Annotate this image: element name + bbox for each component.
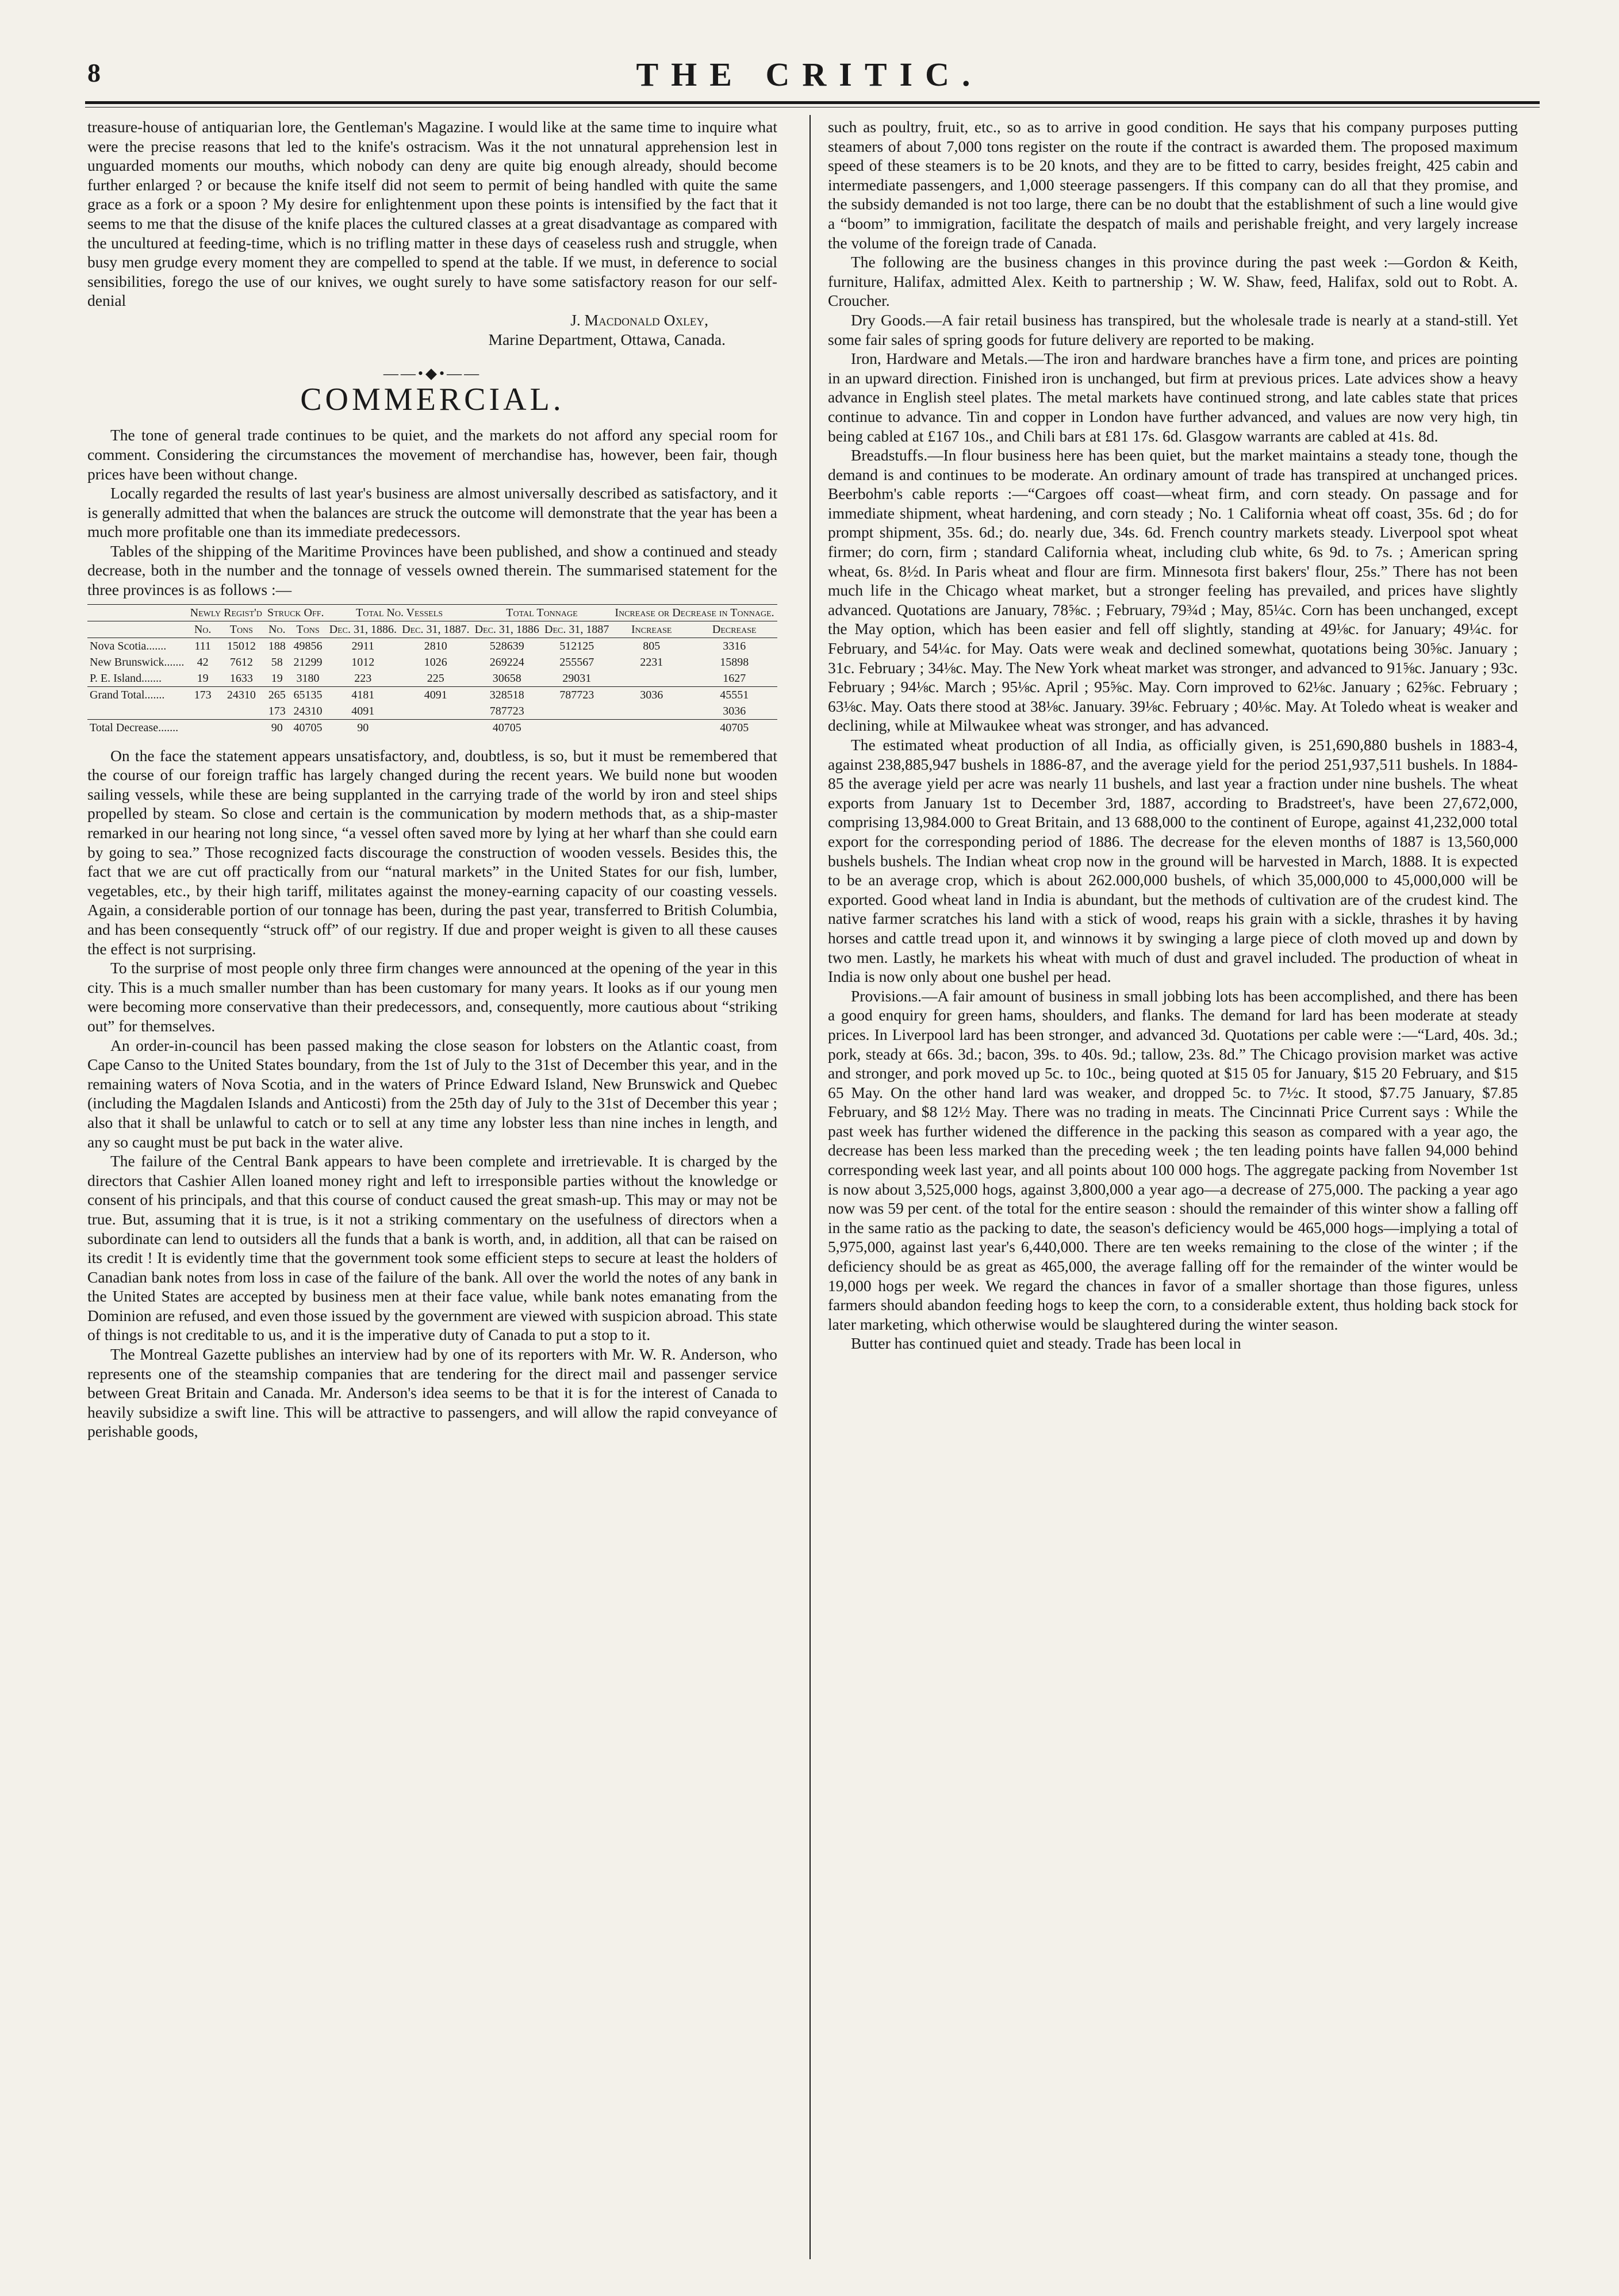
table-subheader: No. [264,621,289,638]
letter-signature: J. Macdonald Oxley, [570,310,708,329]
table-cell: 3036 [612,686,691,703]
table-row [87,638,777,654]
article-paragraph: On the face the statement appears unsatisfactory, and, doubtless, is so, but it must be remembered that the course of our foreign traffic has largely changed during the recent years. We build none but wooden sailing vessels, while these are being supplanted in the carrying trade of the world by iron and steel ships propelled by steam. So close and certain is the communication by modern methods that, as a ship-master remarked in our hearing not long since, “a vessel often saved more by lying at her wharf than she could earn by going to sea.” Those recognized facts discourage the construction of wooden vessels. Besides this, the fact that we are cut off practically from our “natural markets” in the United States for our fish, lumber, vegetables, etc., by their high tariff, militates against the money-earning capacity of our coasting vessels. Again, a considerable portion of our tonnage has been, during the past year, transferred to British Columbia, and has been consequently “struck off” of our registry. If due and proper weight is given to all these causes the effect is not surprising. [87,746,777,958]
table-cell: 58 [271,655,283,669]
table-row [87,654,777,670]
letter-paragraph: treasure-house of antiquarian lore, the Gentleman's Magazine. I would like at the same time to inquire what were the precise reasons that led to the knife's ostracism. Was it the not unnatural apprehension lest in unguarded moments our mouths, which nobody can deny are quite big enough already, should become further enlarged ? or because the knife itself did not seem to permit of being handled with quite the same grace as a fork or a spoon ? My desire for enlightenment upon these points is intensified by the fact that it seems to me that the disuse of the knife places the cultured classes at a great disadvantage as compared with the uncultured at feeding-time, which is no trifling matter in these days of ceaseless rush and struggle, when busy men grudge every moment they are compelled to spend at the table. If we must, in deference to social sensibilities, forego the use of our knives, we ought surely to have some satisfactory reason for our self-denial [87,118,777,310]
table-cell: 90 [357,721,369,734]
table-cell: 111 [194,639,211,652]
table-cell [400,719,473,736]
table-cell: 7612 [229,655,253,669]
table-subheader: No. [187,621,218,638]
table-cell: 787723 [472,703,542,720]
table-cell: 42 [197,655,209,669]
table-cell: 19 [187,670,218,687]
table-row [87,670,777,687]
article-paragraph: The estimated wheat production of all India, as officially given, is 251,690,880 bushels in 1883-4, against 238,885,947 bushels in 1886-87, and the average yield for the period 251,937,511 bushels. In 1884-85 the average yield per acre was nearly 11 bushels, and last year a fraction under nine bushels. The wheat exports from January 1st to December 3rd, 1887, according to Bradstreet's, have been 27,672,000, comprising 13,984.000 to Great Britain, and 13 688,000 to the continent of Europe, against 41,232,000 total export for the corresponding period of 1886. The decrease for the eleven months of 1887 is 13,560,000 bushels bushels. The Indian wheat crop now in the ground will be harvested in March, 1888. It is expected to be an average crop, which is about 262.000,000 bushels, of which 35,000,000 to 45,000,000 will be exported. Good wheat land in India is abundant, but the methods of cultivation are of the crudest kind. The native farmer scratches his land with a stick of wood, reaps his grain with a sickle, thrashes it by having horses and cattle tread upon it, and winnows it by swinging a large piece of cloth moved up and down by two men. Lastly, he markets his wheat with much of dust and gravel included. The production of wheat in India is now only about one bushel per head. [828,736,1518,986]
table-cell: Total Decrease....... [90,721,179,734]
table-cell: 40705 [293,721,323,734]
table-subheader: Dec. 31, 1887. [400,621,473,638]
section-title: COMMERCIAL. [300,381,565,417]
table-cell: 265 [264,686,289,703]
table-cell: 40705 [720,721,749,734]
shipping-table [87,604,777,736]
table-cell: 24310 [218,686,264,703]
table-subheader: Increase [612,621,691,638]
table-cell: 3316 [723,639,746,652]
table-cell: 512125 [559,639,594,652]
table-cell: New Brunswick....... [90,655,185,669]
table-header: Struck Off. [264,604,327,621]
table-subheader: Tons [218,621,264,638]
article-paragraph: Dry Goods.—A fair retail business has transpired, but the wholesale trade is nearly at a stand-still. Yet some fair sales of spring goods for future delivery are reported to be making. [828,310,1518,348]
table-cell: 65135 [289,686,327,703]
table-cell: 19 [264,670,289,687]
article-paragraph: Breadstuffs.—In flour business here has been quiet, but the market maintains a steady tone, though the demand is and continues to be moderate. An ordinary amount of trade has transpired at unchanged prices. Beerbohm's cable reports :—“Cargoes off coast—wheat firm, and corn steady. On passage and for immediate shipment, wheat hardening, and corn steady ; No. 1 California wheat off coast, 35s. 6d ; do for prompt shipment, 35s. 6d.; do. nearly due, 34s. 6d. French country markets steady. Liverpool spot wheat firmer; do corn, firm ; standard California wheat, including club white, 6s 9d. to 7s. ; American spring wheat, 6s. 8½d. In Paris wheat and flour are firm. Minnesota first bakers' flour, 25s.” There has not been much life in the Chicago wheat market, but a stronger feeling has prevailed, and prices have slightly advanced. Quotations are January, 78⅝c. ; February, 79¾d ; May, 85¼c. Corn has been unchanged, except the May option, which has been easier and fell off slightly, standing at 49⅛c. for January; 49¼c. for February, and 54¼c. for May. Oats were weak and declined somewhat, quotations being 30⅝c. January ; 31c. February ; 34⅛c. May. The New York wheat market was stronger, and advanced to 91⅝c. January ; 93c. February ; 94⅛c. March ; 95⅛c. April ; 95⅝c. May. Corn improved to 62⅛c. January ; 62⅝c. February ; 63⅛c. May. Oats there stood at 38⅛c. January. 39⅛c. February ; 40⅛c. May. At Toledo wheat is weaker and declining, while at Milwaukee wheat was stronger, and has advanced. [828,446,1518,735]
table-row [87,686,777,703]
table-cell: 45551 [691,686,777,703]
table-cell: 30658 [472,670,542,687]
table-subheader: Decrease [691,621,777,638]
table-cell [187,703,218,720]
table-cell [612,703,691,720]
table-subheader: Tons [289,621,327,638]
letter-signature-place: Marine Department, Ottawa, Canada. [488,330,726,348]
table-cell: 15898 [720,655,749,669]
article-paragraph: Tables of the shipping of the Maritime Provinces have been published, and show a continued and steady decrease, both in the number and the tonnage of vessels owned therein. The summarised statement for the three provinces is as follows :— [87,542,777,599]
table-cell: 21299 [293,655,323,669]
article-paragraph: such as poultry, fruit, etc., so as to arrive in good condition. He says that his company purposes putting steamers of about 7,000 tons register on the route if the contract is awarded them. The proposed maximum speed of these steamers is to be 20 knots, and they are to be fitted to carry, besides freight, 425 cabin and intermediate passengers, and 1,000 steerage passengers. If this company can do all that they promise, and the subsidy demanded is not too large, there can be no doubt that the establishment of such a line would give a “boom” to immigration, facilitate the despatch of mails and perishable freight, and very largely increase the volume of the foreign trade of Canada. [828,118,1518,252]
table-cell: 805 [643,639,661,652]
article-paragraph: To the surprise of most people only three firm changes were announced at the opening of the year in this city. This is a much smaller number than has been customary for many years. It looks as if our young men were becoming more conservative than their predecessors, and, consequently, more cautious about “striking out” for themselves. [87,959,777,1035]
table-cell [187,719,218,736]
table-header: Increase or Decrease in Tonnage. [612,604,777,621]
table-cell: 1627 [691,670,777,687]
table-header: Total Tonnage [472,604,612,621]
table-cell: 2810 [424,639,447,652]
table-cell: 173 [264,703,289,720]
masthead-title: THE CRITIC. [636,56,983,93]
article-paragraph: The Montreal Gazette publishes an interview had by one of its reporters with Mr. W. R. Anderson, who represents one of the steamship companies that are tendering for the direct mail and passenger service between Great Britain and Canada. Mr. Anderson's idea seems to be that it is for the interest of Canada to heavily subsidize a swift line. This will be attractive to passengers, and will allow the rapid conveyance of perishable goods, [87,1345,777,1441]
table-header [87,604,187,621]
table-cell: 4091 [400,686,473,703]
table-cell: 787723 [542,686,612,703]
table-cell: 3036 [691,703,777,720]
table-subheader: Dec. 31, 1886 [472,621,542,638]
right-column [828,117,1518,1353]
article-paragraph: The failure of the Central Bank appears to have been complete and irretrievable. It is charged by the directors that Cashier Allen loaned money right and left to irresponsible parties without the knowledge or consent of his principals, and that this course of conduct caused the great smash-up. This may or may not be true. But, assuming that it is true, is it not a striking commentary on the usefulness of directors when a subordinate can lend to outsiders all the funds that a bank is worth, and, in addition, all that can be raised on its credit ! It is evidently time that the government took some efficient steps to secure at least the holders of Canadian bank notes from loss in case of the failure of the bank. All over the world the notes of any bank in the United States are accepted by business men at their face value, while bank notes emanating from the Dominion are refused, and even those issued by the government are viewed with suspicion abroad. This state of things is not creditable to us, and it is the imperative duty of Canada to put a stop to it. [87,1152,778,1344]
table-cell: 49856 [293,639,323,652]
table-cell: 528639 [489,639,524,652]
table-cell: 40705 [492,721,521,734]
table-cell: 24310 [289,703,327,720]
table-header: Newly Regist'd [187,604,264,621]
table-row [87,719,777,736]
article-paragraph: Butter has continued quiet and steady. Trade has been local in [851,1334,1241,1353]
table-cell: 1026 [424,655,447,669]
table-cell: P. E. Island....... [87,670,187,687]
table-header-row [87,604,777,621]
table-cell [218,719,264,736]
table-cell: 4091 [327,703,400,720]
table-cell: 225 [400,670,473,687]
table-cell: 4181 [327,686,400,703]
table-cell: 2231 [640,655,663,669]
table-subheader-row [87,621,777,638]
table-cell: 2911 [351,639,374,652]
table-cell: 328518 [472,686,542,703]
column-divider [810,115,811,2259]
table-cell [612,719,691,736]
table-cell [542,703,612,720]
table-cell: 90 [271,721,283,734]
table-cell [218,703,264,720]
article-paragraph: Locally regarded the results of last year's business are almost universally described as satisfactory, and it is generally admitted that when the balances are struck the outcome will demonstrate that the year has been a much more profitable one than its immediate predecessors. [87,484,777,541]
table-cell: 269224 [489,655,524,669]
table-cell: Nova Scotia....... [90,639,167,652]
table-cell [612,670,691,687]
section-ornament: ——•◆•—— [383,365,482,382]
table-cell: 223 [327,670,400,687]
table-cell [87,703,187,720]
article-paragraph: Iron, Hardware and Metals.—The iron and hardware branches have a firm tone, and prices are pointing in an upward direction. Finished iron is unchanged, but firm at previous prices. Late advices show a heavy advance in English steel plates. The metal markets have continued strong, and late cables state that prices continue to advance. Tin and copper in London have further advanced, and values are now very high, tin being cabled at £167 10s., and Chili bars at £81 17s. 6d. Glasgow warrants are cabled at 41s. 8d. [828,350,1518,445]
table-cell: 188 [268,639,286,652]
table-subheader [87,621,187,638]
table-subheader: Dec. 31, 1887 [542,621,612,638]
table-cell: 173 [187,686,218,703]
table-cell: 3180 [289,670,327,687]
table-cell: 255567 [559,655,594,669]
table-subheader: Dec. 31, 1886. [327,621,400,638]
table-cell: 29031 [542,670,612,687]
page-number: 8 [87,58,101,87]
header-rule [85,101,1540,104]
table-header: Total No. Vessels [327,604,472,621]
article-paragraph: The tone of general trade continues to be quiet, and the markets do not afford any special room for comment. Considering the circumstances the movement of merchandise has, however, been fair, though prices have been without change. [87,426,777,483]
table-cell: 1633 [218,670,264,687]
table-cell [542,719,612,736]
table-cell: 15012 [227,639,256,652]
article-paragraph: The following are the business changes in this province during the past week :—Gordon & Keith, furniture, Halifax, admitted Alex. Keith to partnership ; W. W. Shaw, feed, Halifax, sold out to Robt. A. Croucher. [828,253,1518,310]
table-cell: Grand Total....... [87,686,187,703]
article-paragraph: Provisions.—A fair amount of business in small jobbing lots has been accomplished, and there has been a good enquiry for green hams, shoulders, and flanks. The demand for lard has been moderate at steady prices. In Liverpool lard has been stronger, and advanced 3d. Quotations per cable were :—“Lard, 40s. 3d.; pork, steady at 66s. 3d.; bacon, 39s. to 40s. 9d.; tallow, 23s. 8d.” The Chicago provision market was active and stronger, and pork moved up 5c. to 10c., being quoted at $15 05 for January, $15 20 February, and $15 65 May. On the other hand lard was weaker, and dropped 5c. to 7½c. It stood, $7.75 January, $7.85 February, and $8 12½ May. There was no trading in meats. The Cincinnati Price Current says : While the past week has further widened the difference in the packing this season as compared with a year ago, the decrease has been less marked than the preceding week ; the ten leading points have fallen 94,000 behind corresponding week last year, and all points about 100 000 hogs. The aggregate packing from November 1st is now about 3,525,000 hogs, against 3,800,000 a year ago—a decrease of 275,000. The packing a year ago now was 59 per cent. of the total for the entire season : should the remainder of this winter show a falling off in the same ratio as the packing to date, the season's deficiency would be 465,000 hogs—implying a total of 5,975,000, against last year's 6,440,000. There are ten weeks remaining to the close of the winter ; if the deficiency should be as great as 465,000, the average falling off for the remainder of the winter would be 19,000 hogs per week. We regard the chances in favor of a smaller shortage than those figures, unless farmers should abandon feeding hogs to keep the corn, to a considerable extent, thus holding back stock for later marketing, which otherwise would be slaughtered during the winter season. [828,986,1518,1333]
article-paragraph: An order-in-council has been passed making the close season for lobsters on the Atlantic coast, from Cape Canso to the United States boundary, from the 1st of July to the 31st of December this year, and in the remaining waters of Nova Scotia, and in the waters of Prince Edward Island, New Brunswick and Quebec (including the Magdalen Islands and Anticosti) from the 25th day of July to the 31st of December this year ; also that it shall be unlawful to catch or to sell at any time any lobster less than nine inches in length, and any so caught must be put back in the water alive. [87,1036,777,1151]
table-cell: 1012 [351,655,375,669]
left-column [87,117,777,1441]
table-cell [400,703,473,720]
table-row [87,703,777,720]
